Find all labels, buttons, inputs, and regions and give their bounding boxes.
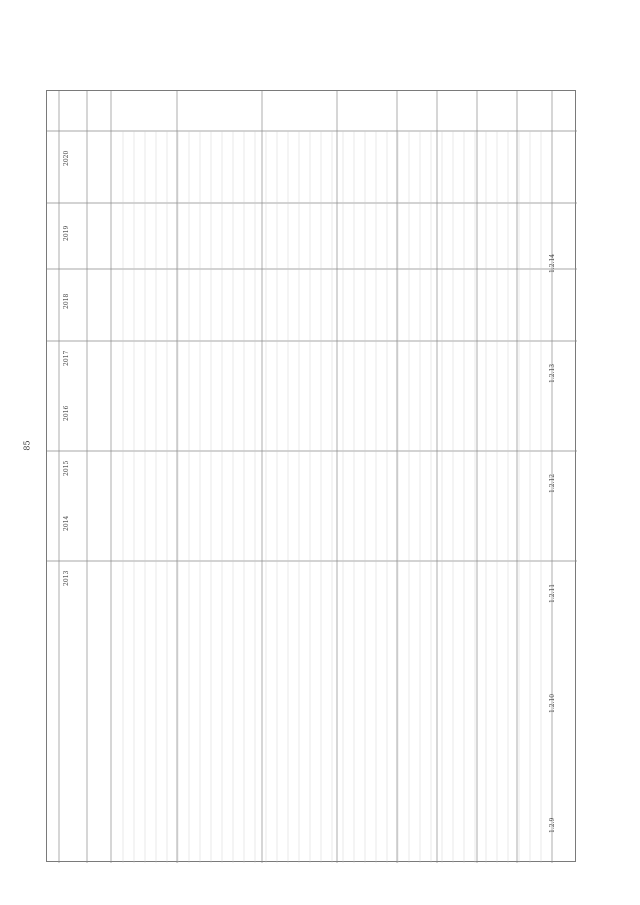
budget-table [46, 90, 576, 862]
row-label: 1.2.14 [549, 253, 556, 273]
table-grid [47, 91, 577, 863]
row-label: 1.2.13 [549, 363, 556, 383]
row-label: 1.2.10 [549, 693, 556, 713]
row-label: 1.2.12 [549, 473, 556, 493]
col-header-year: 2015 [63, 460, 70, 476]
col-header-year: 2014 [63, 515, 70, 531]
col-header-year: 2018 [63, 293, 70, 309]
col-header-year: 2016 [63, 405, 70, 421]
row-label: 1.2.9 [549, 817, 556, 833]
col-header-year: 2020 [63, 150, 70, 166]
page-number: 85 [22, 440, 32, 451]
col-header-year: 2019 [63, 225, 70, 241]
col-header-year: 2017 [63, 350, 70, 366]
col-header-year: 2013 [63, 570, 70, 586]
row-label: 1.2.11 [549, 583, 556, 603]
